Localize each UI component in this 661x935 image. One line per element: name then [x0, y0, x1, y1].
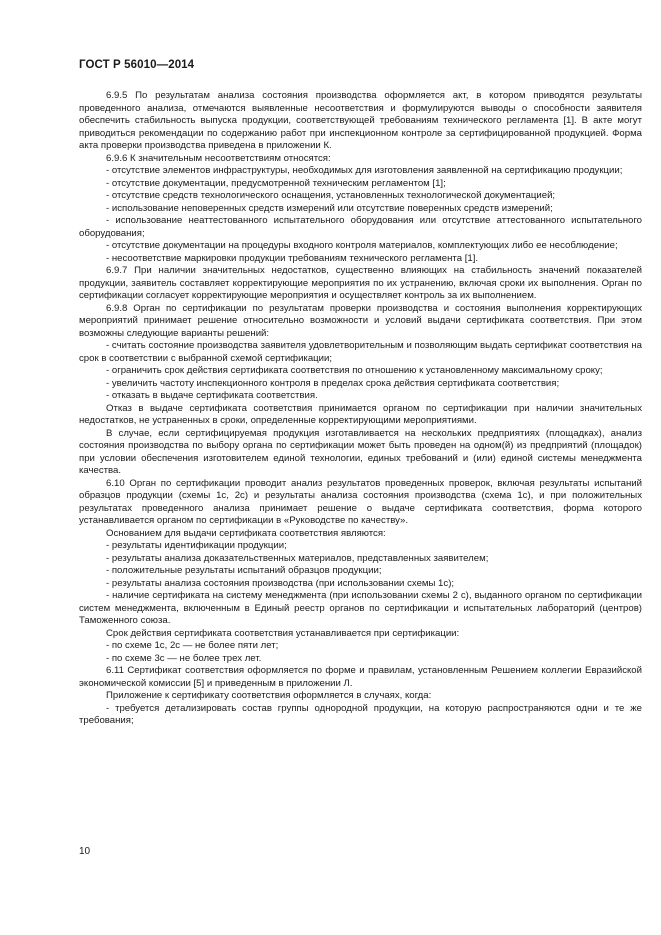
page-number: 10	[79, 846, 91, 857]
list-item: - ограничить срок действия сертификата соответствия по отношению к установленному максимальному сроку;	[106, 365, 603, 376]
list-item: - отсутствие средств технологического оснащения, установленных технологической документацией;	[106, 190, 556, 201]
list-item: - результаты анализа доказательственных материалов, представленных заявителем;	[106, 552, 489, 564]
document-header: ГОСТ Р 56010—2014	[79, 59, 195, 71]
paragraph: Основанием для выдачи сертификата соответствия являются:	[106, 527, 386, 539]
paragraph: Отказ в выдаче сертификата соответствия принимается органом по сертификации при наличии значительных недостатков, не устраненных в сроки, определенные корректирующими мероприятиями.	[79, 402, 642, 426]
paragraph: В случае, если сертифицируемая продукция изготавливается на нескольких предприятиях (площадках), анализ состояния производства по выбору органа по сертификации может быть проведен на одном(й) из предприятий (площадок) при условии обеспечения изготовителем единой технологии, единых требований и (или) единой системы менеджмента качества.	[79, 427, 642, 476]
list-item: - использование неповеренных средств измерений или отсутствие поверенных средств измерений;	[106, 202, 553, 214]
paragraph: Приложение к сертификату соответствия оформляется в случаях, когда:	[106, 690, 432, 701]
list-item: - требуется детализировать состав группы однородной продукции, на которую распространяются одни и те же требования;	[79, 702, 642, 726]
list-item: - отсутствие элементов инфраструктуры, необходимых для изготовления заявленной на сертификацию продукции;	[106, 165, 623, 176]
list-item: - положительные результаты испытаний образцов продукции;	[106, 565, 382, 576]
document-body	[79, 90, 642, 728]
paragraph: 6.10 Орган по сертификации проводит анализ результатов проведенных проверок, включая результаты испытаний образцов продукции (схемы 1с, 2с) и результаты анализа состояния производства (схема 1с), и при положительных результатах проведенного анализа принимает решение о выдаче сертификата соответствия, форма которого устанавливается органом по сертификации в «Руководстве по качеству».	[79, 477, 642, 526]
list-item: - увеличить частоту инспекционного контроля в пределах срока действия сертификата соответствия;	[106, 377, 560, 389]
list-item: - по схеме 3с — не более трех лет.	[106, 652, 262, 664]
list-item: - результаты идентификации продукции;	[106, 540, 287, 551]
paragraph: 6.11 Сертификат соответствия оформляется по форме и правилам, установленным Решением коллегии Евразийской экономической комиссии [5] и приведенным в приложении Л.	[79, 665, 642, 689]
paragraph: 6.9.6 К значительным несоответствиям относятся:	[106, 152, 331, 164]
list-item: - считать состояние производства заявителя удовлетворительным и позволяющим выдать сертификат соответствия на срок в соответствии с выбранной схемой сертификации;	[79, 340, 642, 364]
list-item: - результаты анализа состояния производства (при использовании схемы 1с);	[106, 577, 455, 589]
list-item: - использование неаттестованного испытательного оборудования или отсутствие аттестованного испытательного оборудования;	[79, 215, 642, 239]
list-item: - отказать в выдаче сертификата соответствия.	[106, 390, 318, 401]
paragraph: 6.9.7 При наличии значительных недостатков, существенно влияющих на стабильность значений показателей продукции, заявитель составляет корректирующие мероприятия по их устранению, включая сроки их выполнения. Орган по сертификации согласует корректирующие мероприятия и осуществляет контроль за их выполнением.	[79, 265, 642, 301]
list-item: - отсутствие документации, предусмотренной техническим регламентом [1];	[106, 177, 446, 189]
list-item: - по схеме 1с, 2с — не более пяти лет;	[106, 640, 279, 651]
list-item: - наличие сертификата на систему менеджмента (при использовании схемы 2 с), выданного органом по сертификации систем менеджмента, включенным в Единый реестр органов по сертификации и испытательных лабораторий (центров) Таможенного союза.	[79, 590, 642, 626]
paragraph: 6.9.8 Орган по сертификации по результатам проверки производства и состояния выполнения корректирующих мероприятий принимает решение относительно возможности и условий выдачи сертификата соответствия. При этом возможны следующие варианты решений:	[79, 302, 642, 339]
list-item: - отсутствие документации на процедуры входного контроля материалов, комплектующих либо ее несоблюдение;	[106, 240, 618, 251]
paragraph: 6.9.5 По результатам анализа состояния производства оформляется акт, в котором приводятся результаты проведенного анализа, отмечаются выявленные несоответствия и формулируются выводы о способности заявителя обеспечить стабильность выпуска продукции, соответствующей требованиям технического регламента [1]. В акте могут приводиться рекомендации по содержанию работ при инспекционном контроле за сертифицированной продукцией. Форма акта проверки производства приведена в приложении К.	[79, 90, 642, 151]
paragraph: Срок действия сертификата соответствия устанавливается при сертификации:	[106, 627, 460, 639]
list-item: - несоответствие маркировки продукции требованиям технического регламента [1].	[106, 252, 479, 264]
